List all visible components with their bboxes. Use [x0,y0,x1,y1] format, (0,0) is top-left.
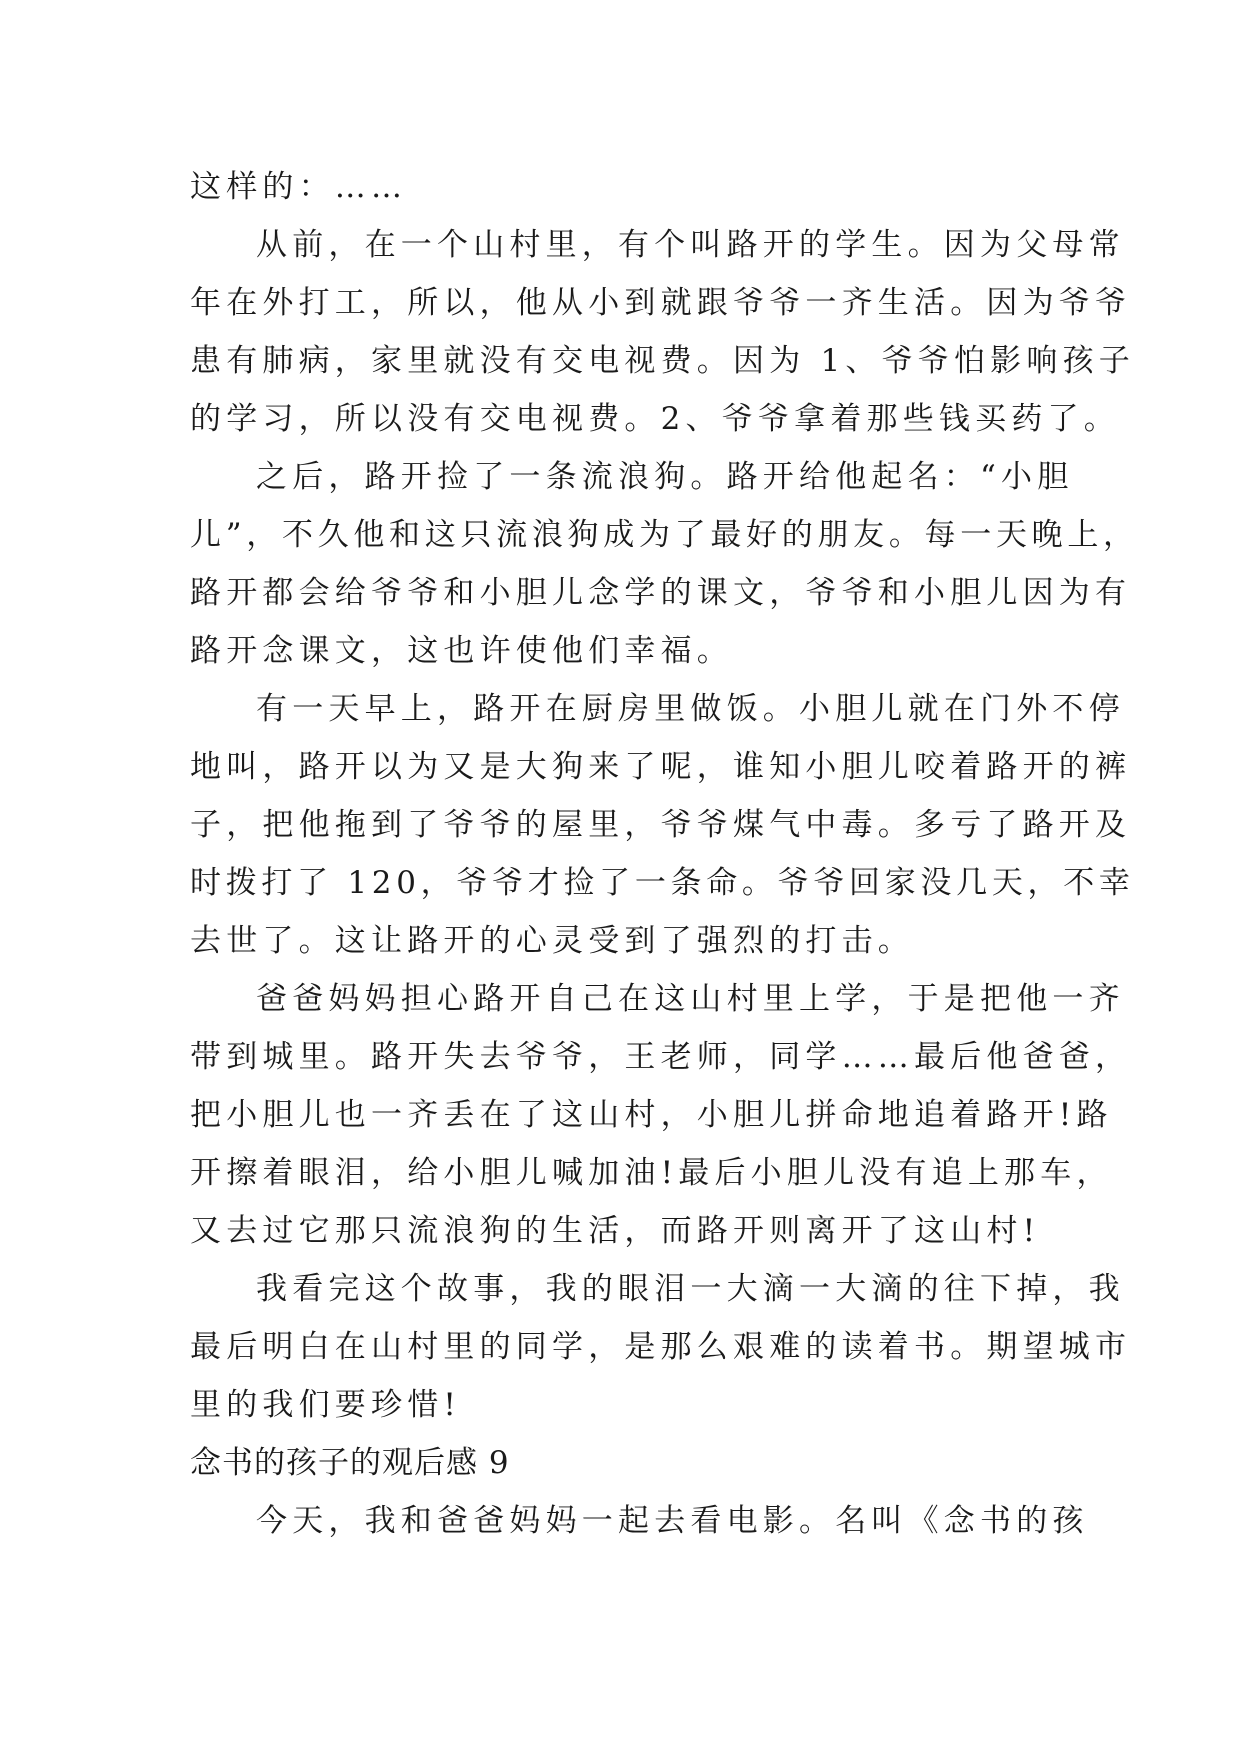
text-line: 这样的：…… [190,169,408,205]
text-line: 患有肺病，家里就没有交电视费。因为 1、爷爷怕影响孩子 [190,343,1135,379]
text-line: 子，把他拖到了爷爷的屋里，爷爷煤气中毒。多亏了路开及 [190,807,1132,843]
paragraph-start-line: 之后，路开捡了一条流浪狗。路开给他起名：“小胆 [256,459,1074,495]
text-line: 的学习，所以没有交电视费。2、爷爷拿着那些钱买药了。 [190,401,1120,437]
text-line: 年在外打工，所以，他从小到就跟爷爷一齐生活。因为爷爷 [190,285,1132,321]
text-line: 地叫，路开以为又是大狗来了呢，谁知小胆儿咬着路开的裤 [190,749,1132,785]
paragraph-start-line: 今天，我和爸爸妈妈一起去看电影。名叫《念书的孩 [256,1503,1089,1539]
section-heading: 念书的孩子的观后感 9 [190,1445,510,1481]
text-line: 最后明白在山村里的同学，是那么艰难的读着书。期望城市 [190,1329,1132,1365]
text-line: 去世了。这让路开的心灵受到了强烈的打击。 [190,923,914,959]
text-line: 又去过它那只流浪狗的生活，而路开则离开了这山村! [190,1213,1041,1249]
text-line: 把小胆儿也一齐丢在了这山村，小胆儿拼命地追着路开!路 [190,1097,1113,1133]
text-line: 时拨打了 120，爷爷才捡了一条命。爷爷回家没几天，不幸 [190,865,1135,901]
text-line: 路开都会给爷爷和小胆儿念学的课文，爷爷和小胆儿因为有 [190,575,1132,611]
paragraph-start-line: 我看完这个故事，我的眼泪一大滴一大滴的往下掉，我 [256,1271,1125,1307]
document-body [190,158,1139,1550]
text-line: 儿”，不久他和这只流浪狗成为了最好的朋友。每一天晚上， [190,517,1139,553]
text-line: 路开念课文，这也许使他们幸福。 [190,633,733,669]
paragraph-start-line: 从前，在一个山村里，有个叫路开的学生。因为父母常 [256,227,1125,263]
text-line: 开擦着眼泪，给小胆儿喊加油!最后小胆儿没有追上那车， [190,1155,1113,1191]
text-line: 里的我们要珍惜! [190,1387,462,1423]
paragraph-start-line: 爸爸妈妈担心路开自己在这山村里上学，于是把他一齐 [256,981,1125,1017]
text-line: 带到城里。路开失去爷爷，王老师，同学……最后他爸爸， [190,1039,1132,1075]
paragraph-start-line: 有一天早上，路开在厨房里做饭。小胆儿就在门外不停 [256,691,1125,727]
